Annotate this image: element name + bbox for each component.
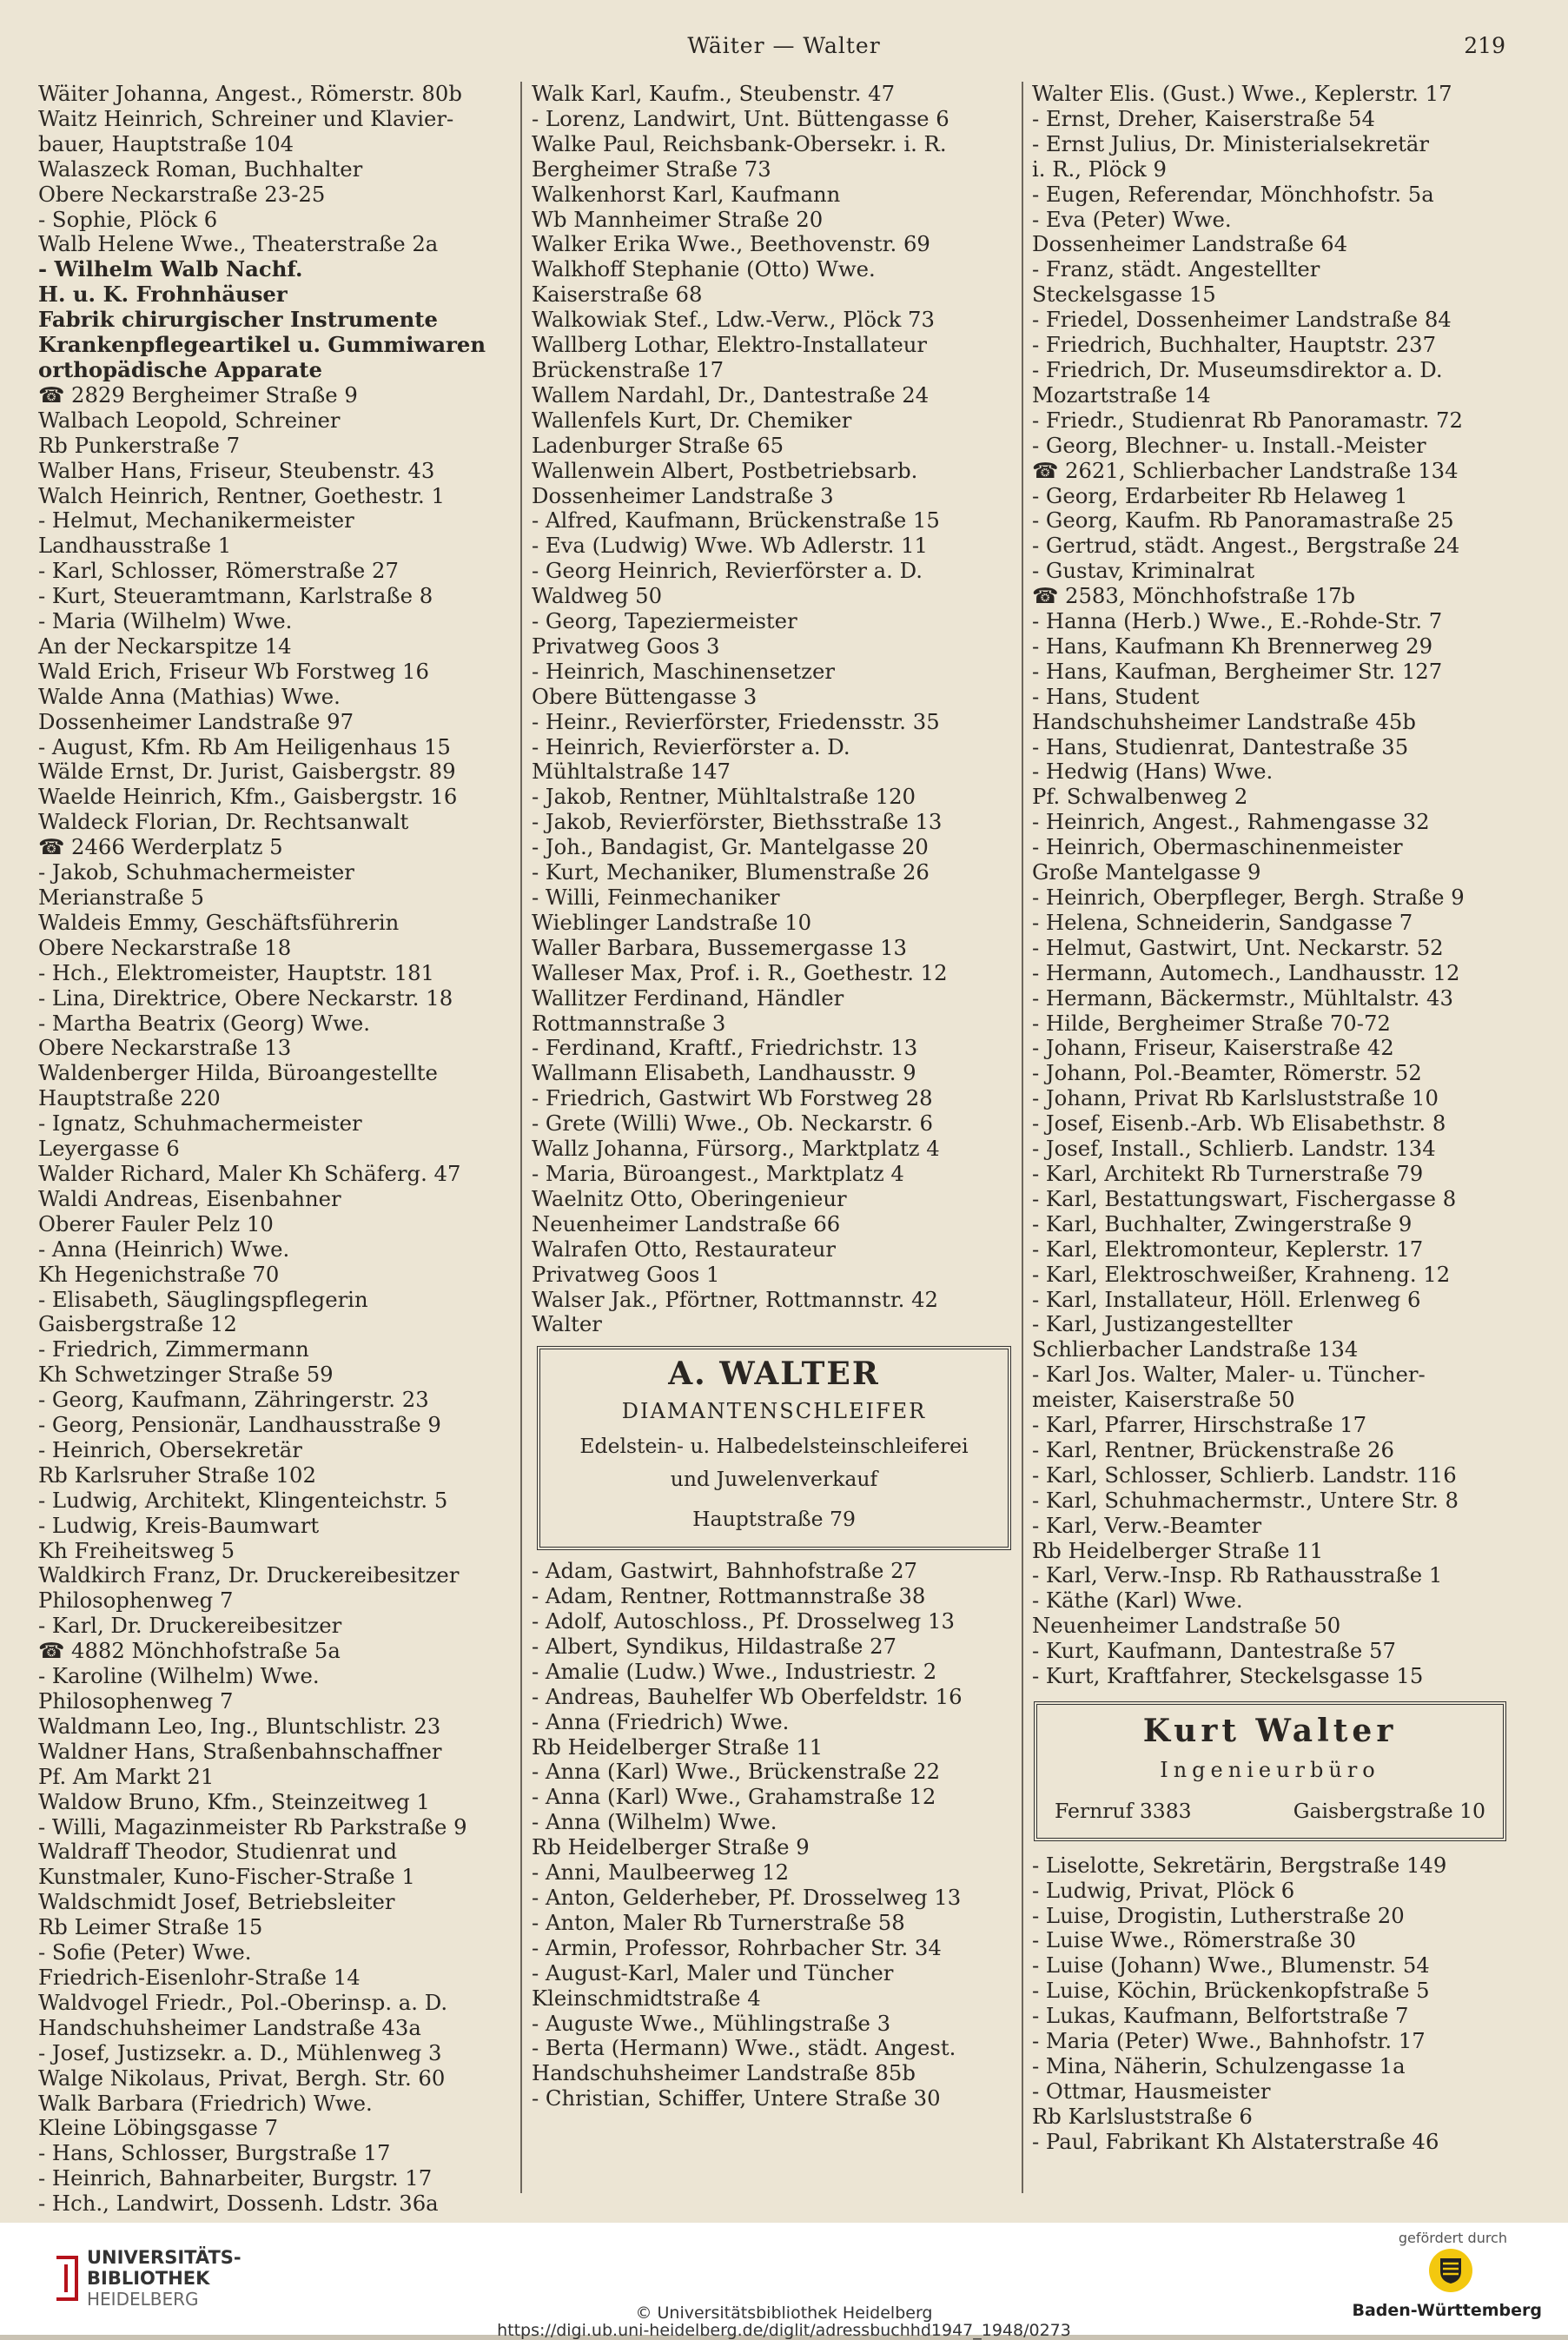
directory-entry: - Heinrich, Obersekretär	[38, 1436, 302, 1462]
directory-entry: - Kurt, Kaufmann, Dantestraße 57	[1032, 1638, 1396, 1664]
directory-entry: - Karl, Schlosser, Schlierb. Landstr. 116	[1032, 1462, 1457, 1488]
directory-entry: Wallenfels Kurt, Dr. Chemiker	[532, 407, 852, 433]
directory-entry: - Auguste Wwe., Mühlingstraße 3	[532, 2010, 891, 2036]
directory-entry: Waldraff Theodor, Studienrat und	[38, 1839, 398, 1865]
directory-entry: Pf. Am Markt 21	[38, 1763, 215, 1789]
directory-entry: Waldkirch Franz, Dr. Druckereibesitzer	[38, 1562, 460, 1588]
logo-line: UNIVERSITÄTS-	[87, 2247, 241, 2268]
directory-entry: - Karl, Architekt Rb Turnerstraße 79	[1032, 1160, 1424, 1186]
directory-entry: - Friedrich, Zimmermann	[38, 1336, 309, 1362]
directory-entry: - Georg Heinrich, Revierförster a. D.	[532, 558, 923, 584]
directory-entry: ☎ 2829 Bergheimer Straße 9	[38, 381, 358, 408]
directory-entry: - Wilhelm Walb Nachf.	[38, 256, 303, 282]
directory-entry: - Ludwig, Kreis-Baumwart	[38, 1512, 320, 1538]
directory-entry: Kleine Löbingsgasse 7	[38, 2115, 279, 2141]
directory-entry: - Karl, Installateur, Höll. Erlenweg 6	[1032, 1286, 1421, 1312]
directory-entry: - Ernst Julius, Dr. Ministerialsekretär	[1032, 130, 1430, 156]
ad-address: Gaisbergstraße 10	[1293, 1798, 1485, 1823]
directory-entry: - August-Karl, Maler und Tüncher	[532, 1959, 894, 1985]
directory-entry: - Hans, Studienrat, Dantestraße 35	[1032, 733, 1409, 759]
directory-entry: - Lorenz, Landwirt, Unt. Büttengasse 6	[532, 105, 949, 131]
directory-entry: - Hanna (Herb.) Wwe., E.-Rohde-Str. 7	[1032, 608, 1443, 634]
directory-entry: Waldweg 50	[532, 583, 663, 609]
directory-entry: Wb Mannheimer Straße 20	[532, 206, 824, 232]
directory-entry: - Karl, Buchhalter, Zwingerstraße 9	[1032, 1210, 1413, 1236]
directory-entry: - Christian, Schiffer, Untere Straße 30	[532, 2085, 941, 2111]
ad-phone: Fernruf 3383	[1055, 1798, 1192, 1823]
directory-entry: Kleinschmidtstraße 4	[532, 1985, 761, 2011]
directory-entry: - Anni, Maulbeerweg 12	[532, 1859, 790, 1886]
directory-entry: - Maria (Wilhelm) Wwe.	[38, 608, 293, 634]
directory-entry: Walkenhorst Karl, Kaufmann	[532, 181, 841, 207]
directory-entry: - Andreas, Bauhelfer Wb Oberfeldstr. 16	[532, 1683, 963, 1709]
directory-entry: Walb Helene Wwe., Theaterstraße 2a	[38, 231, 439, 257]
directory-entry: Privatweg Goos 1	[532, 1261, 720, 1287]
directory-entry: - Ernst, Dreher, Kaiserstraße 54	[1032, 105, 1375, 131]
directory-entry: - Karl, Verw.-Insp. Rb Rathausstraße 1	[1032, 1562, 1443, 1588]
directory-entry: Waller Barbara, Bussemergasse 13	[532, 934, 907, 960]
directory-entry: Walch Heinrich, Rentner, Goethestr. 1	[38, 482, 445, 508]
directory-entry: Obere Neckarstraße 18	[38, 934, 292, 960]
directory-entry: - Georg, Tapeziermeister	[532, 608, 797, 634]
directory-entry: ☎ 4882 Mönchhofstraße 5a	[38, 1638, 341, 1664]
directory-entry: Hauptstraße 220	[38, 1085, 221, 1111]
directory-entry: Pf. Schwalbenweg 2	[1032, 784, 1248, 810]
directory-entry: ☎ 2621, Schlierbacher Landstraße 134	[1032, 457, 1459, 483]
directory-entry: Neuenheimer Landstraße 50	[1032, 1613, 1341, 1639]
directory-entry: Waldi Andreas, Eisenbahner	[38, 1185, 341, 1211]
directory-entry: Walge Nikolaus, Privat, Bergh. Str. 60	[38, 2065, 446, 2091]
directory-entry: - Ignatz, Schuhmachermeister	[38, 1110, 362, 1137]
directory-entry: Waelde Heinrich, Kfm., Gaisbergstr. 16	[38, 784, 458, 810]
directory-entry: H. u. K. Frohnhäuser	[38, 282, 288, 308]
directory-entry: Leyergasse 6	[38, 1136, 180, 1162]
advertisement-kurt-walter	[1034, 1701, 1506, 1841]
running-head: Wäiter — Walter	[687, 33, 881, 58]
directory-entry: Walk Barbara (Friedrich) Wwe.	[38, 2090, 373, 2116]
directory-entry: - Joh., Bandagist, Gr. Mantelgasse 20	[532, 834, 929, 860]
directory-entry: Waldschmidt Josef, Betriebsleiter	[38, 1889, 395, 1915]
directory-entry: - Friedr., Studienrat Rb Panoramastr. 72	[1032, 407, 1463, 433]
directory-entry: - Paul, Fabrikant Kh Alstaterstraße 46	[1032, 2128, 1439, 2154]
directory-entry: Bergheimer Straße 73	[532, 156, 771, 182]
directory-entry: - Heinr., Revierförster, Friedensstr. 35	[532, 708, 940, 734]
entry-list	[532, 82, 1012, 1337]
directory-entry: - Helena, Schneiderin, Sandgasse 7	[1032, 909, 1413, 935]
directory-entry: Kaiserstraße 68	[532, 282, 703, 308]
directory-entry: Wallenwein Albert, Postbetriebsarb.	[532, 457, 918, 483]
directory-entry: Waldeis Emmy, Geschäftsführerin	[38, 909, 400, 935]
directory-entry: - Adam, Rentner, Rottmannstraße 38	[532, 1583, 926, 1609]
directory-entry: - Grete (Willi) Wwe., Ob. Neckarstr. 6	[532, 1110, 933, 1137]
directory-entry: - Käthe (Karl) Wwe.	[1032, 1588, 1243, 1614]
directory-entry: Schlierbacher Landstraße 134	[1032, 1336, 1359, 1362]
directory-entry: Wallz Johanna, Fürsorg., Marktplatz 4	[532, 1136, 940, 1162]
entry-list	[1032, 82, 1510, 1689]
directory-entry: - Maria, Büroangest., Marktplatz 4	[532, 1160, 904, 1186]
directory-entry: - Hans, Kaufman, Bergheimer Str. 127	[1032, 658, 1443, 684]
directory-entry: Rb Karlsruher Straße 102	[38, 1462, 316, 1488]
directory-entry: Walkhoff Stephanie (Otto) Wwe.	[532, 256, 876, 282]
directory-entry: - Hch., Landwirt, Dossenh. Ldstr. 36a	[38, 2191, 439, 2217]
directory-entry: - Anna (Friedrich) Wwe.	[532, 1708, 790, 1734]
directory-entry: Handschuhsheimer Landstraße 43a	[38, 2014, 421, 2040]
directory-entry: Mozartstraße 14	[1032, 381, 1211, 408]
directory-entry: Wäiter Johanna, Angest., Römerstr. 80b	[38, 81, 462, 106]
ad-contact-row	[1037, 1799, 1503, 1824]
directory-entry: - Luise, Köchin, Brückenkopfstraße 5	[1032, 1978, 1430, 2004]
ad-title: A. WALTER	[668, 1356, 880, 1393]
directory-entry: i. R., Plöck 9	[1032, 156, 1167, 182]
column-1	[38, 81, 513, 2217]
library-logo-icon	[26, 2252, 87, 2304]
directory-entry: - Jakob, Schuhmachermeister	[38, 859, 354, 885]
directory-entry: Kh Freiheitsweg 5	[38, 1537, 235, 1563]
directory-entry: - Anna (Heinrich) Wwe.	[38, 1236, 290, 1262]
directory-entry: - Heinrich, Maschinensetzer	[532, 658, 835, 684]
directory-entry: - Albert, Syndikus, Hildastraße 27	[532, 1633, 896, 1659]
directory-entry: - Hedwig (Hans) Wwe.	[1032, 759, 1274, 785]
ad-description: Edelstein- u. Halbedelsteinschleiferei	[579, 1434, 969, 1459]
advertisement-a-walter	[537, 1346, 1011, 1550]
directory-entry: Obere Neckarstraße 13	[38, 1035, 292, 1061]
ad-title: Kurt Walter	[1142, 1713, 1398, 1749]
funder-name: Baden-Württemberg	[1352, 2301, 1542, 2320]
directory-entry: - Sofie (Peter) Wwe.	[38, 1939, 252, 1965]
directory-entry: Landhausstraße 1	[38, 533, 232, 559]
directory-entry: - Georg, Erdarbeiter Rb Helaweg 1	[1032, 482, 1408, 508]
directory-entry: - Kurt, Kraftfahrer, Steckelsgasse 15	[1032, 1663, 1424, 1689]
directory-entry: meister, Kaiserstraße 50	[1032, 1387, 1295, 1413]
directory-entry: - Eva (Peter) Wwe.	[1032, 206, 1232, 232]
directory-entry: - Mina, Näherin, Schulzengasse 1a	[1032, 2052, 1406, 2078]
directory-entry: Waitz Heinrich, Schreiner und Klavier-	[38, 105, 454, 131]
directory-entry: - Friedel, Dossenheimer Landstraße 84	[1032, 307, 1452, 333]
directory-entry: An der Neckarspitze 14	[38, 633, 292, 659]
directory-entry: - Karl, Dr. Druckereibesitzer	[38, 1613, 342, 1639]
directory-entry: - Georg, Kaufm. Rb Panoramastraße 25	[1032, 507, 1454, 534]
directory-entry: Wieblinger Landstraße 10	[532, 909, 812, 935]
directory-entry: - Adam, Gastwirt, Bahnhofstraße 27	[532, 1558, 918, 1584]
directory-entry: - Helmut, Gastwirt, Unt. Neckarstr. 52	[1032, 934, 1444, 960]
funded-by-label: gefördert durch	[1398, 2230, 1507, 2246]
directory-entry: - Willi, Feinmechaniker	[532, 885, 780, 910]
directory-entry: - Josef, Eisenb.-Arb. Wb Elisabethstr. 8	[1032, 1110, 1446, 1137]
directory-entry: Ladenburger Straße 65	[532, 432, 784, 458]
directory-entry: - Hermann, Automech., Landhausstr. 12	[1032, 959, 1460, 985]
directory-entry: Brückenstraße 17	[532, 356, 724, 382]
directory-entry: - Luise, Drogistin, Lutherstraße 20	[1032, 1902, 1405, 1928]
directory-entry: - Josef, Install., Schlierb. Landstr. 134	[1032, 1136, 1436, 1162]
entry-list	[1032, 1853, 1510, 2155]
directory-entry: Walder Richard, Maler Kh Schäferg. 47	[38, 1160, 461, 1186]
directory-entry: Waldvogel Friedr., Pol.-Oberinsp. a. D.	[38, 1989, 448, 2015]
library-logo[interactable]	[26, 2247, 241, 2310]
directory-entry: - Heinrich, Angest., Rahmengasse 32	[1032, 809, 1430, 835]
directory-entry: - Eva (Ludwig) Wwe. Wb Adlerstr. 11	[532, 533, 928, 559]
directory-entry: Waldner Hans, Straßenbahnschaffner	[38, 1738, 442, 1764]
directory-entry: - Karl, Elektromonteur, Keplerstr. 17	[1032, 1236, 1424, 1262]
directory-entry: Walter Elis. (Gust.) Wwe., Keplerstr. 17	[1032, 81, 1452, 106]
directory-entry: Friedrich-Eisenlohr-Straße 14	[38, 1964, 361, 1990]
directory-entry: - Hilde, Bergheimer Straße 70-72	[1032, 1010, 1391, 1036]
directory-entry: - Friedrich, Gastwirt Wb Forstweg 28	[532, 1085, 933, 1111]
directory-entry: Rb Heidelberger Straße 9	[532, 1834, 810, 1860]
directory-entry: Rb Heidelberger Straße 11	[1032, 1537, 1324, 1563]
directory-entry: - August, Kfm. Rb Am Heiligenhaus 15	[38, 733, 451, 759]
directory-entry: - Luise Wwe., Römerstraße 30	[1032, 1927, 1356, 1953]
directory-entry: Handschuhsheimer Landstraße 85b	[532, 2060, 916, 2086]
directory-entry: Walser Jak., Pförtner, Rottmannstr. 42	[532, 1286, 938, 1312]
directory-entry: - Hch., Elektromeister, Hauptstr. 181	[38, 959, 434, 985]
directory-entry: - Heinrich, Bahnarbeiter, Burgstr. 17	[38, 2165, 433, 2191]
directory-entry: - Heinrich, Revierförster a. D.	[532, 733, 850, 759]
directory-entry: Walrafen Otto, Restaurateur	[532, 1236, 837, 1262]
directory-entry: - Karoline (Wilhelm) Wwe.	[38, 1663, 320, 1689]
logo-line: HEIDELBERG	[87, 2289, 199, 2310]
directory-entry: Walk Karl, Kaufm., Steubenstr. 47	[532, 81, 896, 106]
directory-entry: Obere Büttengasse 3	[532, 683, 758, 709]
directory-entry: - Georg, Kaufmann, Zähringerstr. 23	[38, 1387, 429, 1413]
directory-entry: Walter	[532, 1311, 602, 1337]
directory-entry: - Georg, Blechner- u. Install.-Meister	[1032, 432, 1426, 458]
directory-entry: - Anna (Karl) Wwe., Brückenstraße 22	[532, 1759, 941, 1785]
directory-entry: - Jakob, Rentner, Mühltalstraße 120	[532, 784, 916, 810]
directory-entry: - Karl, Rentner, Brückenstraße 26	[1032, 1436, 1394, 1462]
directory-entry: - Johann, Privat Rb Karlsluststraße 10	[1032, 1085, 1439, 1111]
directory-entry: - Adolf, Autoschloss., Pf. Drosselweg 13	[532, 1608, 955, 1634]
directory-entry: Wallberg Lothar, Elektro-Installateur	[532, 332, 927, 358]
directory-entry: Waelnitz Otto, Oberingenieur	[532, 1185, 847, 1211]
directory-entry: - Anton, Maler Rb Turnerstraße 58	[532, 1909, 905, 1935]
directory-entry: - Friedrich, Dr. Museumsdirektor a. D.	[1032, 356, 1443, 382]
directory-entry: - Armin, Professor, Rohrbacher Str. 34	[532, 1934, 942, 1960]
directory-entry: - Friedrich, Buchhalter, Hauptstr. 237	[1032, 332, 1437, 358]
copyright-text: © Universitätsbibliothek Heidelberg	[635, 2304, 933, 2323]
directory-entry: - Lina, Direktrice, Obere Neckarstr. 18	[38, 984, 453, 1011]
directory-entry: Merianstraße 5	[38, 885, 204, 910]
directory-entry: - Gustav, Kriminalrat	[1032, 558, 1255, 584]
directory-entry: Privatweg Goos 3	[532, 633, 720, 659]
directory-entry: Walke Paul, Reichsbank-Obersekr. i. R.	[532, 130, 947, 156]
directory-entry: Wallem Nardahl, Dr., Dantestraße 24	[532, 381, 930, 408]
directory-entry: - Hans, Schlosser, Burgstraße 17	[38, 2140, 391, 2166]
column-divider	[520, 82, 522, 2193]
directory-entry: - Georg, Pensionär, Landhausstraße 9	[38, 1412, 441, 1438]
coat-of-arms-icon	[1429, 2249, 1472, 2292]
directory-entry: Waldmann Leo, Ing., Bluntschlistr. 23	[38, 1713, 441, 1739]
directory-entry: - Ottmar, Hausmeister	[1032, 2078, 1271, 2104]
directory-entry: - Josef, Justizsekr. a. D., Mühlenweg 3	[38, 2039, 442, 2065]
directory-entry: - Karl Jos. Walter, Maler- u. Tüncher-	[1032, 1362, 1426, 1388]
page-number: 219	[1464, 33, 1505, 58]
directory-entry: - Helmut, Mechanikermeister	[38, 507, 354, 534]
directory-entry: Waldenberger Hilda, Büroangestellte	[38, 1060, 438, 1086]
directory-entry: Walaszeck Roman, Buchhalter	[38, 156, 363, 182]
directory-entry: Kunstmaler, Kuno-Fischer-Straße 1	[38, 1864, 415, 1890]
directory-entry: - Anna (Karl) Wwe., Grahamstraße 12	[532, 1784, 936, 1810]
directory-entry: - Heinrich, Obermaschinenmeister	[1032, 834, 1403, 860]
directory-entry: - Ferdinand, Kraftf., Friedrichstr. 13	[532, 1035, 918, 1061]
directory-entry: Walkowiak Stef., Ldw.-Verw., Plöck 73	[532, 307, 935, 333]
directory-entry: Große Mantelgasse 9	[1032, 859, 1261, 885]
directory-entry: - Willi, Magazinmeister Rb Parkstraße 9	[38, 1813, 467, 1840]
directory-entry: Wallmann Elisabeth, Landhausstr. 9	[532, 1060, 916, 1086]
ad-subtitle: Ingenieurbüro	[1160, 1757, 1380, 1782]
directory-entry: - Hans, Student	[1032, 683, 1200, 709]
directory-entry: Obere Neckarstraße 23-25	[38, 181, 326, 207]
directory-entry: - Sophie, Plöck 6	[38, 206, 218, 232]
footer-bar	[0, 2223, 1568, 2340]
column-2	[532, 82, 1012, 2193]
directory-entry: - Berta (Hermann) Wwe., städt. Angest.	[532, 2035, 956, 2061]
column-divider	[1022, 82, 1023, 2193]
permalink[interactable]: https://digi.ub.uni-heidelberg.de/diglit/adressbuchhd1947_1948/0273	[497, 2321, 1071, 2340]
directory-entry: - Liselotte, Sekretärin, Bergstraße 149	[1032, 1852, 1447, 1878]
directory-entry: Rottmannstraße 3	[532, 1010, 726, 1036]
directory-entry: - Eugen, Referendar, Mönchhofstr. 5a	[1032, 181, 1434, 207]
directory-entry: - Amalie (Ludw.) Wwe., Industriestr. 2	[532, 1658, 937, 1684]
directory-entry: Walde Anna (Mathias) Wwe.	[38, 683, 341, 709]
ad-description: und Juwelenverkauf	[670, 1467, 878, 1492]
directory-entry: - Martha Beatrix (Georg) Wwe.	[38, 1010, 370, 1036]
directory-entry: - Kurt, Mechaniker, Blumenstraße 26	[532, 859, 930, 885]
directory-entry: Kh Hegenichstraße 70	[38, 1261, 280, 1287]
directory-entry: Rb Leimer Straße 15	[38, 1914, 263, 1940]
ad-address: Hauptstraße 79	[692, 1507, 856, 1532]
directory-entry: - Ludwig, Privat, Plöck 6	[1032, 1877, 1295, 1903]
directory-entry: Walber Hans, Friseur, Steubenstr. 43	[38, 457, 435, 483]
directory-entry: Kh Schwetzinger Straße 59	[38, 1362, 334, 1388]
directory-entry: - Kurt, Steueramtmann, Karlstraße 8	[38, 583, 433, 609]
directory-entry: - Karl, Schuhmachermstr., Untere Str. 8	[1032, 1487, 1459, 1513]
directory-entry: - Karl, Elektroschweißer, Krahneng. 12	[1032, 1261, 1451, 1287]
directory-entry: Waldow Bruno, Kfm., Steinzeitweg 1	[38, 1788, 430, 1814]
directory-entry: - Anna (Wilhelm) Wwe.	[532, 1809, 777, 1835]
directory-entry: - Karl, Pfarrer, Hirschstraße 17	[1032, 1412, 1367, 1438]
directory-entry: - Karl, Justizangestellter	[1032, 1311, 1293, 1337]
directory-entry: Dossenheimer Landstraße 64	[1032, 231, 1348, 257]
directory-entry: Handschuhsheimer Landstraße 45b	[1032, 708, 1416, 734]
directory-entry: Walker Erika Wwe., Beethovenstr. 69	[532, 231, 930, 257]
directory-entry: Philosophenweg 7	[38, 1588, 234, 1614]
directory-entry: Gaisbergstraße 12	[38, 1311, 237, 1337]
directory-entry: Steckelsgasse 15	[1032, 282, 1216, 308]
directory-entry: Philosophenweg 7	[38, 1688, 234, 1714]
directory-entry: Wallitzer Ferdinand, Händler	[532, 984, 844, 1011]
directory-entry: ☎ 2583, Mönchhofstraße 17b	[1032, 583, 1356, 609]
directory-entry: ☎ 2466 Werderplatz 5	[38, 834, 283, 860]
directory-entry: - Franz, städt. Angestellter	[1032, 256, 1320, 282]
directory-entry: Walbach Leopold, Schreiner	[38, 407, 341, 433]
entry-list	[38, 82, 513, 2217]
directory-entry: Fabrik chirurgischer Instrumente	[38, 307, 438, 333]
directory-entry: - Heinrich, Oberpfleger, Bergh. Straße 9	[1032, 885, 1465, 910]
directory-entry: - Alfred, Kaufmann, Brückenstraße 15	[532, 507, 940, 534]
directory-entry: Dossenheimer Landstraße 3	[532, 482, 834, 508]
directory-entry: - Ludwig, Architekt, Klingenteichstr. 5	[38, 1487, 448, 1513]
directory-entry: - Karl, Schlosser, Römerstraße 27	[38, 558, 399, 584]
directory-entry: Rb Karlsluststraße 6	[1032, 2103, 1253, 2129]
directory-entry: - Johann, Pol.-Beamter, Römerstr. 52	[1032, 1060, 1422, 1086]
directory-entry: Dossenheimer Landstraße 97	[38, 708, 354, 734]
library-name	[87, 2247, 241, 2310]
directory-entry: Walleser Max, Prof. i. R., Goethestr. 12	[532, 959, 948, 985]
directory-entry: - Jakob, Revierförster, Biethsstraße 13	[532, 809, 943, 835]
directory-entry: bauer, Hauptstraße 104	[38, 130, 294, 156]
directory-entry: - Hans, Kaufmann Kh Brennerweg 29	[1032, 633, 1433, 659]
directory-entry: Wälde Ernst, Dr. Jurist, Gaisbergstr. 89	[38, 759, 456, 785]
directory-entry: - Gertrud, städt. Angest., Bergstraße 24	[1032, 533, 1460, 559]
directory-entry: - Luise (Johann) Wwe., Blumenstr. 54	[1032, 1952, 1430, 1979]
entry-list	[532, 1559, 1012, 2111]
directory-entry: - Karl, Verw.-Beamter	[1032, 1512, 1262, 1538]
directory-entry: - Hermann, Bäckermstr., Mühltalstr. 43	[1032, 984, 1453, 1011]
directory-entry: Rb Punkerstraße 7	[38, 432, 241, 458]
directory-entry: - Anton, Gelderheber, Pf. Drosselweg 13	[532, 1885, 962, 1910]
directory-entry: Krankenpflegeartikel u. Gummiwaren	[38, 332, 486, 358]
page-header	[0, 30, 1568, 64]
directory-entry: Rb Heidelberger Straße 11	[532, 1733, 824, 1760]
ad-subtitle: DIAMANTENSCHLEIFER	[621, 1399, 927, 1424]
directory-entry: Wald Erich, Friseur Wb Forstweg 16	[38, 658, 429, 684]
directory-entry: - Lukas, Kaufmann, Belfortstraße 7	[1032, 2003, 1409, 2029]
directory-entry: - Johann, Friseur, Kaiserstraße 42	[1032, 1035, 1394, 1061]
logo-line: BIBLIOTHEK	[87, 2268, 210, 2289]
directory-entry: Waldeck Florian, Dr. Rechtsanwalt	[38, 809, 409, 835]
directory-entry: Oberer Fauler Pelz 10	[38, 1210, 274, 1236]
directory-entry: Mühltalstraße 147	[532, 759, 731, 785]
directory-entry: Neuenheimer Landstraße 66	[532, 1210, 841, 1236]
directory-entry: - Maria (Peter) Wwe., Bahnhofstr. 17	[1032, 2028, 1426, 2054]
directory-entry: - Karl, Bestattungswart, Fischergasse 8	[1032, 1185, 1457, 1211]
column-3	[1032, 82, 1510, 2193]
directory-entry: orthopädische Apparate	[38, 356, 322, 382]
directory-entry: - Elisabeth, Säuglingspflegerin	[38, 1286, 368, 1312]
